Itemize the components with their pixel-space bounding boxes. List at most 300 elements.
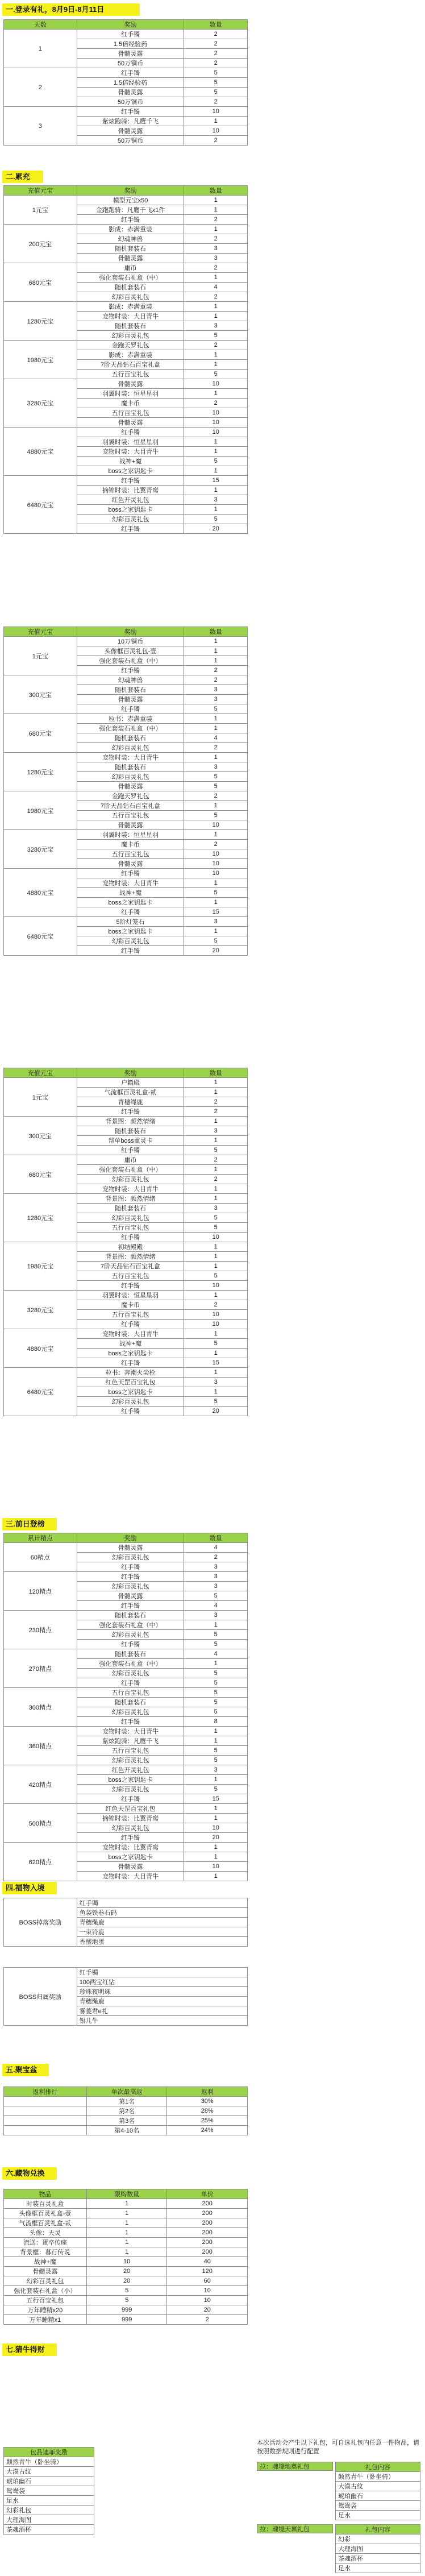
column-header: 充值元宝 — [4, 186, 77, 196]
reward-name: 背景图：颜然情绪 — [77, 1194, 184, 1204]
reward-name: 五行百宝礼包 — [77, 1688, 184, 1698]
reward-count: 2 — [184, 1300, 248, 1310]
reward-count: 15 — [184, 1794, 248, 1804]
reward-count: 10 — [184, 859, 248, 869]
table-row — [4, 428, 248, 437]
reward-count: 1 — [184, 447, 248, 457]
column-header: 奖励 — [77, 627, 184, 637]
reward-name: 五行百宝礼包 — [77, 1271, 184, 1281]
reward-count: 1 — [184, 1387, 248, 1397]
reward-count: 1 — [184, 205, 248, 215]
table-row — [4, 2267, 248, 2276]
group-label: 4880元宝 — [4, 869, 77, 917]
reward-count: 1 — [184, 1329, 248, 1339]
reward-name: 魔卡币 — [77, 399, 184, 408]
section-title: 七.猜牛得财 — [6, 2345, 45, 2354]
table-cell: 第4-10名 — [86, 2126, 167, 2135]
table-row — [4, 1727, 248, 1736]
table-row — [4, 30, 248, 39]
reward-name: 骨髓灵露 — [77, 695, 184, 704]
reward-name: 幻彩百灵礼包 — [77, 936, 184, 946]
reward-name: 珍珠夜明珠 — [77, 1987, 247, 1997]
table-cell: 大理海图 — [4, 2515, 94, 2525]
table-row — [4, 1649, 248, 1659]
reward-count: 10 — [184, 869, 248, 878]
reward-name: 青穗绳鹿 — [77, 1918, 247, 1927]
reward-count: 2 — [184, 1553, 248, 1562]
reward-count: 5 — [184, 1756, 248, 1765]
table-row — [4, 302, 248, 312]
reward-count: 1 — [184, 1117, 248, 1126]
table-row — [4, 714, 248, 724]
table-cell: 颠然青牛（卧坐骑） — [4, 2457, 94, 2467]
reward-count: 5 — [184, 1223, 248, 1233]
reward-count: 10 — [184, 379, 248, 389]
column-header: 奖励 — [77, 1533, 184, 1543]
table-cell: 颠然青牛（卧坐骑） — [336, 2472, 420, 2482]
reward-count: 15 — [184, 1358, 248, 1368]
table-cell: 时装百灵礼盒 — [4, 2199, 87, 2209]
reward-count: 1 — [184, 302, 248, 312]
reward-name: 五行百宝礼包 — [77, 1310, 184, 1320]
group-label: 1元宝 — [4, 637, 77, 675]
reward-name: 随机套装石 — [77, 733, 184, 743]
reward-name: 青穗绳鹿 — [77, 1997, 247, 2006]
table-cell: 120 — [167, 2267, 248, 2276]
guess-right1-label: 拉：魂境地奥礼包 — [257, 2462, 333, 2471]
reward-name: 背景图：颜然情绪 — [77, 1117, 184, 1126]
table-cell: 1 — [86, 2247, 167, 2257]
reward-count: 20 — [184, 1833, 248, 1843]
section-recharge — [2, 171, 43, 183]
table-row — [4, 1572, 248, 1582]
reward-count: 3 — [184, 254, 248, 263]
reward-count: 3 — [184, 685, 248, 695]
column-header: 包品迪菲奖励 — [4, 2448, 94, 2457]
reward-count: 20 — [184, 946, 248, 956]
table-row — [4, 2228, 248, 2238]
column-header: 奖励 — [77, 186, 184, 196]
reward-count: 4 — [184, 1649, 248, 1659]
reward-count: 5 — [184, 782, 248, 791]
table-cell: 40 — [167, 2257, 248, 2267]
reward-count: 2 — [184, 675, 248, 685]
reward-count: 1 — [184, 1804, 248, 1814]
reward-count: 20 — [184, 1407, 248, 1416]
group-label: 1280元宝 — [4, 1194, 77, 1242]
column-header: 礼包内容 — [336, 2525, 420, 2534]
reward-name: 50万铜币 — [77, 136, 184, 146]
reward-name: 幻彩百灵礼包 — [77, 1175, 184, 1184]
reward-count: 1 — [184, 714, 248, 724]
table-cell: 1 — [86, 2228, 167, 2238]
table-cell: 茶魂酒杯 — [336, 2554, 420, 2563]
reward-name: 骨髓灵露 — [77, 820, 184, 830]
reward-name: 红手镯 — [77, 107, 184, 117]
reward-count: 1 — [184, 1843, 248, 1852]
header-row — [4, 1533, 248, 1543]
fortune-table-1 — [3, 1898, 248, 1947]
reward-name: 骨髓灵露 — [77, 418, 184, 428]
table-row — [4, 1898, 248, 1908]
table-cell: 足水 — [336, 2511, 420, 2520]
reward-name: 幻魂神兽 — [77, 234, 184, 244]
reward-name: 红手镯 — [77, 946, 184, 956]
reward-count: 5 — [184, 811, 248, 820]
reward-name: 头像框百灵礼包-壹 — [77, 646, 184, 656]
reward-name: 骨髓灵露 — [77, 379, 184, 389]
reward-name: 骨髓灵露 — [77, 1862, 184, 1872]
table-cell: 第1名 — [86, 2097, 167, 2106]
reward-count: 5 — [184, 331, 248, 341]
reward-name: 五行百宝礼包 — [77, 849, 184, 859]
table-row — [4, 2199, 248, 2209]
section-rank — [2, 1518, 57, 1530]
header-row — [336, 2462, 420, 2472]
table-cell: 20 — [86, 2276, 167, 2286]
reward-name: 户籍殿 — [77, 1078, 184, 1088]
group-label: 620精点 — [4, 1843, 77, 1881]
column-header: 礼包内容 — [336, 2462, 420, 2472]
section-title: 二.累充 — [6, 172, 30, 181]
reward-name: boss之家钥匙卡 — [77, 898, 184, 907]
table-cell: 第2名 — [86, 2106, 167, 2116]
reward-name: 五行百宝礼包 — [77, 370, 184, 379]
table-cell: 流送：蛋卒传座 — [4, 2238, 87, 2247]
table-cell: 万年睡精x20 — [4, 2305, 87, 2315]
reward-count: 5 — [184, 772, 248, 782]
reward-count: 10 — [184, 126, 248, 136]
reward-count: 5 — [184, 1698, 248, 1707]
reward-name: 骨髓灵露 — [77, 1543, 184, 1553]
reward-name: 骨髓灵露 — [77, 859, 184, 869]
table-row — [4, 2276, 248, 2286]
reward-count: 5 — [184, 1339, 248, 1349]
guess-right2-table — [335, 2524, 420, 2573]
reward-name: 红手镯 — [77, 1233, 184, 1242]
table-row — [4, 2477, 94, 2486]
reward-count: 5 — [184, 936, 248, 946]
table-cell: 10 — [167, 2286, 248, 2296]
reward-name: 金跑跑骑：凡鹰千飞x1件 — [77, 205, 184, 215]
table-cell: 200 — [167, 2228, 248, 2238]
reward-name: 10万铜币 — [77, 637, 184, 646]
table-row — [336, 2554, 420, 2563]
reward-count: 4 — [184, 1543, 248, 1553]
reward-name: boss之家钥匙卡 — [77, 1775, 184, 1785]
reward-count: 5 — [184, 1688, 248, 1698]
reward-name: 宠物时装：大目青牛 — [77, 1184, 184, 1194]
header-row — [4, 20, 248, 30]
reward-name: 50万铜币 — [77, 59, 184, 68]
group-label: 3280元宝 — [4, 379, 77, 428]
table-row — [4, 263, 248, 273]
reward-name: 幻彩百灵礼包 — [77, 1582, 184, 1591]
reward-name: 7阶天品钻石百宝礼盒 — [77, 801, 184, 811]
section-title: 六.藏物兑换 — [6, 2169, 45, 2177]
reward-name: 战神+魔 — [77, 888, 184, 898]
reward-name: 摘锦时装：比翼青鸾 — [77, 486, 184, 495]
table-row — [4, 196, 248, 205]
table-row — [4, 2286, 248, 2296]
reward-count: 3 — [184, 1562, 248, 1572]
table-cell: 大理海图 — [336, 2544, 420, 2554]
column-header: 累计精点 — [4, 1533, 77, 1543]
reward-count: 1 — [184, 878, 248, 888]
header-row — [4, 2087, 248, 2097]
reward-name: 随机套装石 — [77, 283, 184, 292]
column-header: 数量 — [184, 627, 248, 637]
reward-name: 红色开灵礼包 — [77, 495, 184, 505]
reward-name: 宠物时装：大目青牛 — [77, 1329, 184, 1339]
table-cell: 琥珀幽石 — [336, 2491, 420, 2501]
section-title: 四.福物入境 — [6, 1884, 45, 1892]
reward-name: 红手镯 — [77, 1358, 184, 1368]
table-cell: 10 — [86, 2257, 167, 2267]
section-title: 三.前日登榜 — [6, 1520, 45, 1528]
reward-count: 5 — [184, 457, 248, 466]
reward-name: 红色天罡百宝礼包 — [77, 1804, 184, 1814]
table-row — [4, 869, 248, 878]
reward-name: 强化套装石礼盒（中） — [77, 1165, 184, 1175]
reward-name: 五行百宝礼包 — [77, 811, 184, 820]
table-cell: 战神+魔 — [4, 2257, 87, 2267]
reward-name: 香酸地蛋 — [77, 1937, 247, 1947]
table-cell: 强化套装石礼盒（小） — [4, 2286, 87, 2296]
reward-name: 7阶天品钻石百宝礼盒 — [77, 360, 184, 370]
reward-name: 7阶天品钻石百宝礼盒 — [77, 1262, 184, 1271]
reward-count: 5 — [184, 1707, 248, 1717]
column-header: 单次最高返 — [86, 2087, 167, 2097]
reward-count: 3 — [184, 1126, 248, 1136]
table-row — [4, 1291, 248, 1300]
reward-count: 10 — [184, 1233, 248, 1242]
group-label: 3 — [4, 107, 77, 146]
reward-name: 幻彩百灵礼包 — [77, 1785, 184, 1794]
reward-count: 3 — [184, 1204, 248, 1213]
reward-name: 随机套装石 — [77, 244, 184, 254]
rank-table — [3, 1533, 248, 1881]
group-label: 680元宝 — [4, 263, 77, 302]
table-cell: 第3名 — [86, 2116, 167, 2126]
table-row — [4, 2315, 248, 2325]
table-row — [4, 2247, 248, 2257]
group-label: 1280元宝 — [4, 302, 77, 341]
reward-count: 2 — [184, 136, 248, 146]
reward-name: 红手镯 — [77, 1562, 184, 1572]
reward-count: 2 — [184, 341, 248, 350]
reward-name: 100两宝红钻 — [77, 1977, 247, 1987]
reward-count: 1 — [184, 830, 248, 840]
reward-count: 2 — [184, 263, 248, 273]
treasure-table — [3, 2086, 248, 2135]
table-cell: 足水 — [4, 2496, 94, 2506]
table-cell: 足水 — [336, 2563, 420, 2573]
reward-count: 1 — [184, 437, 248, 447]
reward-count: 5 — [184, 515, 248, 524]
table-cell: 气流框百灵礼盒-贰 — [4, 2218, 87, 2228]
table-cell: 鸳鸯袋 — [4, 2486, 94, 2496]
reward-count: 2 — [184, 1155, 248, 1165]
group-label: 200元宝 — [4, 225, 77, 263]
reward-count: 5 — [184, 78, 248, 88]
reward-count: 1 — [184, 312, 248, 321]
table-cell: 5 — [86, 2286, 167, 2296]
guess-right1-table — [335, 2462, 420, 2520]
table-row — [4, 68, 248, 78]
group-label: 1 — [4, 30, 77, 68]
reward-count: 8 — [184, 1717, 248, 1727]
reward-name: 银几牛 — [77, 2016, 247, 2026]
reward-count: 1 — [184, 1184, 248, 1194]
reward-count: 5 — [184, 88, 248, 97]
table-row — [4, 341, 248, 350]
reward-count: 10 — [184, 418, 248, 428]
table-row — [4, 1242, 248, 1252]
table-cell: 200 — [167, 2247, 248, 2257]
table-row — [4, 2296, 248, 2305]
table-cell: 25% — [167, 2116, 248, 2126]
reward-name: 粒书：赤满重装 — [77, 714, 184, 724]
column-header: 物品 — [4, 2189, 87, 2199]
group-label: 6480元宝 — [4, 917, 77, 956]
group-label: 120精点 — [4, 1572, 77, 1611]
reward-name: 红手镯 — [77, 428, 184, 437]
reward-name: 红手镯 — [77, 215, 184, 225]
reward-count: 3 — [184, 1378, 248, 1387]
reward-count: 1 — [184, 1620, 248, 1630]
header-row — [4, 2189, 248, 2199]
table-row — [4, 2218, 248, 2228]
table-row — [4, 1117, 248, 1126]
reward-count: 4 — [184, 1601, 248, 1611]
reward-count: 1 — [184, 1194, 248, 1204]
column-header: 数量 — [184, 1533, 248, 1543]
reward-count: 1 — [184, 360, 248, 370]
reward-count: 15 — [184, 476, 248, 486]
reward-name: 幻彩百灵礼包 — [77, 772, 184, 782]
reward-name: boss之家钥匙卡 — [77, 505, 184, 515]
group-label: 300元宝 — [4, 1117, 77, 1155]
table-cell: 1 — [86, 2199, 167, 2209]
table-cell: 幻彩百灵礼包 — [4, 2276, 87, 2286]
table-cell: 200 — [167, 2218, 248, 2228]
reward-name: 随机套装石 — [77, 685, 184, 695]
table-row — [4, 2257, 248, 2267]
reward-count: 5 — [184, 1591, 248, 1601]
reward-name: 强化套装石礼盒（中） — [77, 656, 184, 666]
reward-name: 强化套装石礼盒（中） — [77, 1659, 184, 1669]
reward-count: 5 — [184, 1785, 248, 1794]
table-cell: 60 — [167, 2276, 248, 2286]
group-label: 1980元宝 — [4, 1242, 77, 1291]
reward-name: 五行百宝礼包 — [77, 1746, 184, 1756]
table-cell: 五行百宝礼包 — [4, 2296, 87, 2305]
reward-count: 1 — [184, 1242, 248, 1252]
reward-count: 1 — [184, 1659, 248, 1669]
table-row — [4, 637, 248, 646]
reward-name: boss之家钥匙卡 — [77, 466, 184, 476]
reward-name: 宠物时装：大目青牛 — [77, 447, 184, 457]
reward-count: 1 — [184, 1736, 248, 1746]
group-label: 2 — [4, 68, 77, 107]
reward-count: 5 — [184, 68, 248, 78]
table-row — [336, 2491, 420, 2501]
group-label: 680元宝 — [4, 1155, 77, 1194]
reward-name: 摘锦时装：比翼青鸾 — [77, 1814, 184, 1823]
reward-count: 5 — [184, 1213, 248, 1223]
table-cell: 幻彩礼包 — [4, 2506, 94, 2515]
column-header: 奖励 — [77, 1068, 184, 1078]
header-row — [336, 2525, 420, 2534]
reward-count: 4 — [184, 283, 248, 292]
header-row — [4, 186, 248, 196]
reward-count: 1 — [184, 801, 248, 811]
table-row — [4, 1968, 248, 1977]
reward-name: 1.5倍经验药 — [77, 78, 184, 88]
reward-name: 骨髓灵露 — [77, 126, 184, 136]
table-row — [4, 830, 248, 840]
table-row — [4, 675, 248, 685]
group-label: 6480元宝 — [4, 476, 77, 534]
reward-count: 1 — [184, 1349, 248, 1358]
reward-name: 雾菱君e礼 — [77, 2006, 247, 2016]
reward-name: 羽翼时装：恒星星羽 — [77, 830, 184, 840]
reward-name: 骨髓灵露 — [77, 1591, 184, 1601]
group-label: 420精点 — [4, 1765, 77, 1804]
table-cell: 2 — [167, 2315, 248, 2325]
reward-count: 1 — [184, 196, 248, 205]
reward-count: 15 — [184, 907, 248, 917]
table-cell: 28% — [167, 2106, 248, 2116]
reward-count: 1 — [184, 273, 248, 283]
table-row — [4, 2486, 94, 2496]
table-cell — [4, 2097, 87, 2106]
reward-count: 1 — [184, 1262, 248, 1271]
column-header: 充值元宝 — [4, 627, 77, 637]
header-row — [4, 1068, 248, 1078]
table-row — [4, 1078, 248, 1088]
column-header: 返利排行 — [4, 2087, 87, 2097]
reward-count: 2 — [184, 791, 248, 801]
reward-name: 五行百宝礼包 — [77, 408, 184, 418]
reward-name: 气流框百灵礼盒-贰 — [77, 1088, 184, 1097]
table-cell: 5 — [86, 2296, 167, 2305]
table-row — [4, 1804, 248, 1814]
group-label: 1980元宝 — [4, 791, 77, 830]
reward-name: 红手镯 — [77, 30, 184, 39]
group-label: 300精点 — [4, 1688, 77, 1727]
reward-name: 幻彩百灵礼包 — [77, 743, 184, 753]
table-row — [4, 1765, 248, 1775]
reward-name: 骨髓灵露 — [77, 782, 184, 791]
reward-name: 宠物时装：大目青牛 — [77, 878, 184, 888]
table-cell: 999 — [86, 2315, 167, 2325]
reward-name: 红手镯 — [77, 666, 184, 675]
table-row — [4, 2525, 94, 2534]
group-label: 6480元宝 — [4, 1368, 77, 1416]
reward-count: 1 — [184, 117, 248, 126]
group-label: 360精点 — [4, 1727, 77, 1765]
reward-count: 1 — [184, 927, 248, 936]
reward-name: 随机套装石 — [77, 1204, 184, 1213]
reward-count: 10 — [184, 107, 248, 117]
table-cell: 1 — [86, 2218, 167, 2228]
reward-count: 5 — [184, 1746, 248, 1756]
reward-name: 随机套装石 — [77, 762, 184, 772]
reward-count: 3 — [184, 321, 248, 331]
reward-name: 幻魂神兽 — [77, 675, 184, 685]
